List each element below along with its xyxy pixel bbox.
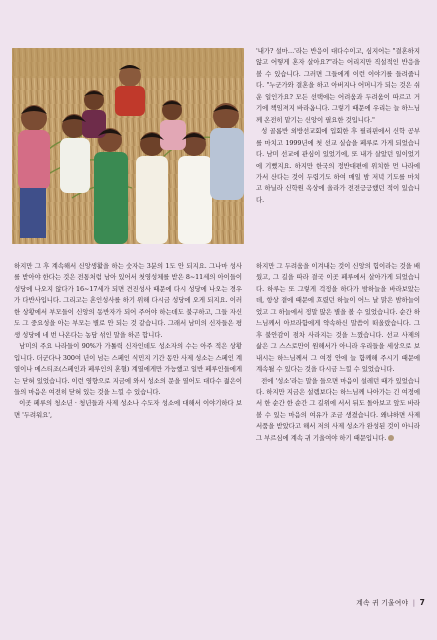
page-footer xyxy=(356,597,425,607)
page-number: 7 xyxy=(419,598,425,607)
paragraph: 이곳 페루의 청소년 · 청년들과 사제 성소나 수도자 성소에 대해서 이야기하다 보면 '두려워요', xyxy=(14,399,242,419)
running-title: 계속 귀 기울여야 xyxy=(356,599,409,607)
text-column-left xyxy=(14,261,242,421)
footer-separator: | xyxy=(412,599,416,607)
paragraph: 하지만 그 후 계속해서 신앙생활을 하는 숫자는 3분의 1도 안 되지요. 그나마 성사를 받아야 한다는 것은 전통처럼 남아 있어서 첫영성체를 받은 8~11세의 아이들이 성당에 나오지 않다가 16~17세가 되면 견진성사 때문에 다시 성당에 나오는 경우가 다반사입니다. 그리고는 혼인성사를 하기 위해 다시금 성당에 오게 되지요. 이러한 상황에서 부모들이 신앙의 동반자가 되어 주어야 하는데도 불구하고, 그들 자신도 그 중요성을 아는 부모는 별로 안 되는 것 같습니다. 그래서 남미의 신자들은 평생 성당에 네 번 나온다는 농담 섞인 말을 하곤 합니다. xyxy=(14,262,242,339)
paragraph: 하지만 그 두려움을 이겨내는 것이 신앙의 힘이라는 것을 배웠고, 그 길을 따라 결국 이곳 페루에서 살아가게 되었습니다. 하루는 또 그렇게 걱정을 하다가 밤하늘을 바라보았는데, 항상 곁에 때문에 흐렸던 하늘이 어느 날 맑은 밤하늘이었고 그 하늘에서 정말 많은 별을 볼 수 있었습니다. 순간 하느님께서 아브라함에게 약속하신 말씀이 떠올랐습니다. 그 후 불안감이 점차 사라지는 것을 느꼈습니다. 선교 사제의 삶은 그 스스로만이 원해서가 아니라 우리들을 세상으로 보내시는 하느님께서 그 여정 안에 늘 함께해 주시기 때문에 계속될 수 있다는 것을 다시금 느낄 수 있었습니다. xyxy=(256,262,420,374)
group-photo xyxy=(12,48,244,244)
end-mark-icon xyxy=(388,435,394,441)
paragraph: '내가? 설마…'라는 반응이 대다수이고, 심지어는 "결혼하지 않고 어떻게 혼자 살아요?"라는 어리지만 직설적인 반응을 볼 수 있습니다. 그러면 그들에게 이런 이야기를 들려줍니다. "누군가와 결혼을 하고 아버지나 어머니가 되는 것은 쉬운 일인가요? 모든 선택에는 어려움과 두려움이 따르고 거기에 책임져지 바라옵니다. 그렇기 때문에 우리는 늘 하느님께 온전히 맡기는 신앙이 필요한 것입니다." xyxy=(256,47,420,124)
text-column-right-top xyxy=(256,46,420,206)
paragraph: 남미의 주요 나라들이 90%가 가톨릭 신자인데도 성소자의 수는 아주 적은 상황입니다. 더군다나 300여 년이 넘는 스페인 식민지 기간 동안 사제 성소는 스페인 계열이나 메스티조(스페인과 페루인의 혼혈) 계열에게만 가능했고 일반 페루인들에게는 닫혀 있었습니다. 이런 영향으로 지금에 와서 성소의 문을 열어도 대다수 젊은이들의 마음은 여전히 닫혀 있는 것을 느낄 수 있습니다. xyxy=(14,342,242,396)
paragraph: 성 골롬반 외방선교회에 입회한 후 필리핀에서 신학 공부를 마치고 1999년에 첫 선교 실습을 페루로 가게 되었습니다. 남미 선교에 관심이 있었기에, 또 내가 살았던 일이었기에 기뻤지요. 하지만 한국의 정반대편에 위치한 먼 나라에 가서 산다는 것이 두렵기도 하여 매일 밤 저녁 기도를 마치고 하닐라 신학원 옥상에 올라가 전전긍긍했던 적이 있습니다. xyxy=(256,127,420,204)
paragraph-text: 전에 '성소'라는 말을 들으면 마음이 설레던 때가 있었습니다. 하지만 지금은 설렘보다는 하느님께 나아가는 긴 여정에서 한 순간 한 순간 그 길위에 서서 뒤도 돌아보고 앞도 바라볼 수 있는 마음의 여유가 조금 생겼습니다. 왜냐하면 사제 서품을 받았다고 해서 저의 사제 성소가 완성된 것이 아니라 그 부르심에 계속 귀 기울여야 하기 때문입니다. xyxy=(256,376,420,442)
text-column-right-bottom xyxy=(256,261,420,444)
paragraph xyxy=(256,376,420,445)
